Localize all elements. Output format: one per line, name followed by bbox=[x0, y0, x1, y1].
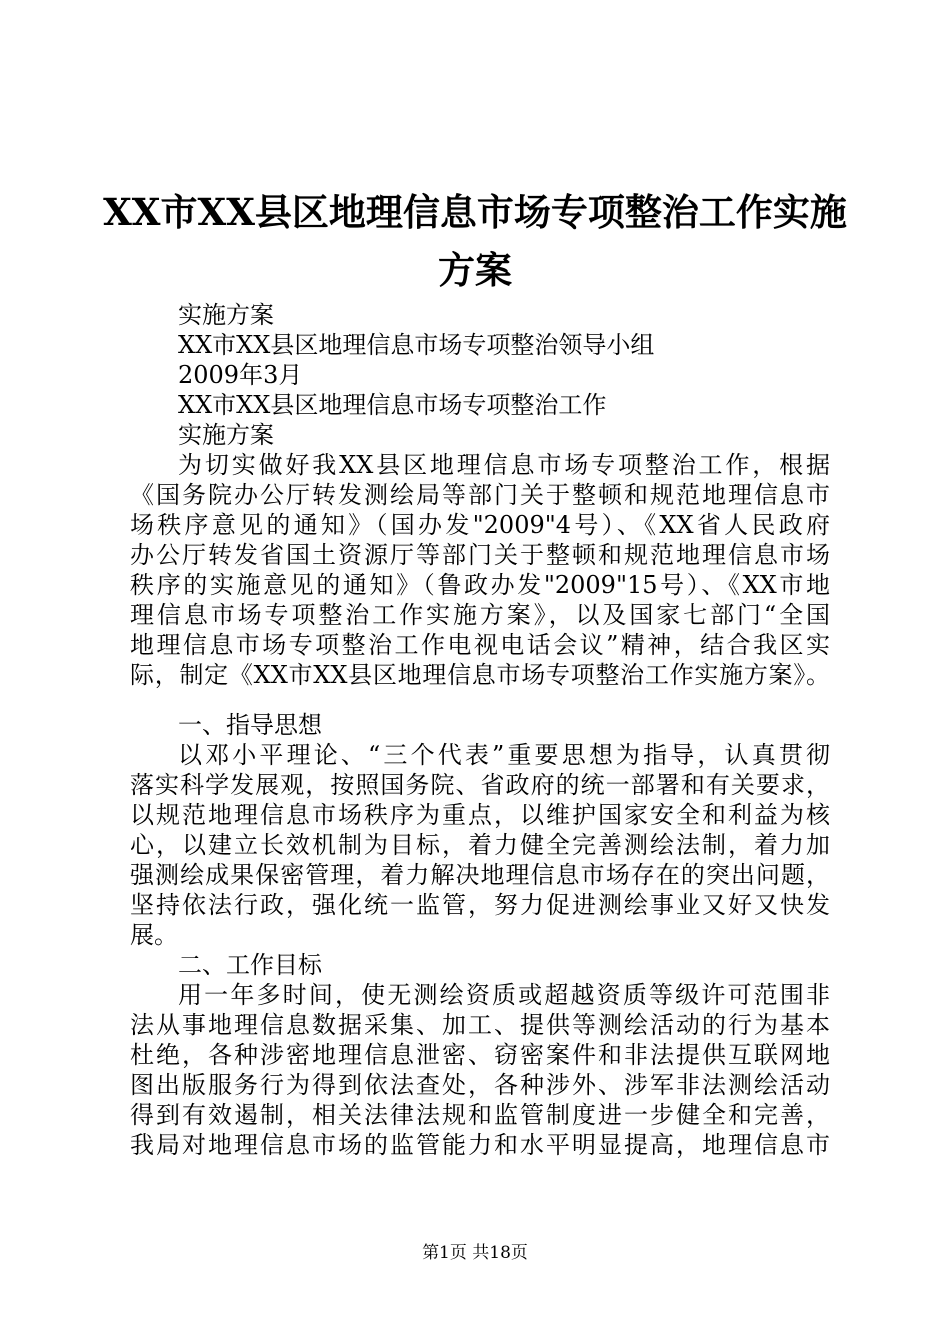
paragraph-1-line: 为切实做好我XX县区地理信息市场专项整治工作，根据 bbox=[178, 451, 830, 479]
paragraph-2-line: 心，以建立长效机制为目标，着力健全完善测绘法制，着力加 bbox=[130, 831, 830, 859]
section-heading-work-goals: 二、工作目标 bbox=[178, 951, 322, 979]
paragraph-1-line: 办公厅转发省国土资源厅等部门关于整顿和规范地理信息市场 bbox=[130, 541, 830, 569]
cover-line: 实施方案 bbox=[178, 421, 274, 449]
section-heading-guiding-ideology: 一、指导思想 bbox=[178, 711, 322, 739]
paragraph-1-line: 秩序的实施意见的通知》（鲁政办发"2009"15号）、《XX市地 bbox=[130, 571, 830, 599]
paragraph-2-line: 展。 bbox=[130, 921, 178, 949]
paragraph-1-line: 《国务院办公厅转发测绘局等部门关于整顿和规范地理信息市 bbox=[130, 481, 830, 509]
paragraph-3-line: 得到有效遏制，相关法律法规和监管制度进一步健全和完善， bbox=[130, 1101, 830, 1129]
document-title-line-2: 方案 bbox=[438, 248, 512, 292]
cover-line: 2009年3月 bbox=[178, 361, 303, 389]
paragraph-1-line: 地理信息市场专项整治工作电视电话会议”精神，结合我区实 bbox=[130, 631, 830, 659]
paragraph-3-line: 杜绝，各种涉密地理信息泄密、窃密案件和非法提供互联网地 bbox=[130, 1041, 830, 1069]
paragraph-2-line: 坚持依法行政，强化统一监管，努力促进测绘事业又好又快发 bbox=[130, 891, 830, 919]
paragraph-2-line: 落实科学发展观，按照国务院、省政府的统一部署和有关要求， bbox=[130, 771, 830, 799]
paragraph-1-line: 理信息市场专项整治工作实施方案》，以及国家七部门“全国 bbox=[130, 601, 830, 629]
paragraph-3-line: 图出版服务行为得到依法查处，各种涉外、涉军非法测绘活动 bbox=[130, 1071, 830, 1099]
paragraph-1-line: 际，制定《XX市XX县区地理信息市场专项整治工作实施方案》。 bbox=[130, 661, 830, 689]
paragraph-3-line: 法从事地理信息数据采集、加工、提供等测绘活动的行为基本 bbox=[130, 1011, 830, 1039]
page-number-footer: 第1页 共18页 bbox=[422, 1243, 528, 1263]
document-body bbox=[130, 300, 830, 1160]
paragraph-2-line: 强测绘成果保密管理，着力解决地理信息市场存在的突出问题， bbox=[130, 861, 830, 889]
paragraph-3-line: 我局对地理信息市场的监管能力和水平明显提高，地理信息市 bbox=[130, 1131, 830, 1159]
cover-line: 实施方案 bbox=[178, 301, 274, 329]
paragraph-3-line: 用一年多时间，使无测绘资质或超越资质等级许可范围非 bbox=[178, 981, 830, 1009]
paragraph-1-line: 场秩序意见的通知》（国办发"2009"4号）、《XX省人民政府 bbox=[130, 511, 830, 539]
paragraph-2-line: 以规范地理信息市场秩序为重点，以维护国家安全和利益为核 bbox=[130, 801, 830, 829]
paragraph-spacer bbox=[130, 690, 830, 710]
paragraph-2-line: 以邓小平理论、“三个代表”重要思想为指导，认真贯彻 bbox=[178, 741, 830, 769]
document-title-line-1: XX市XX县区地理信息市场专项整治工作实施 bbox=[103, 190, 847, 234]
cover-line: XX市XX县区地理信息市场专项整治领导小组 bbox=[178, 331, 655, 359]
cover-line: XX市XX县区地理信息市场专项整治工作 bbox=[178, 391, 607, 419]
